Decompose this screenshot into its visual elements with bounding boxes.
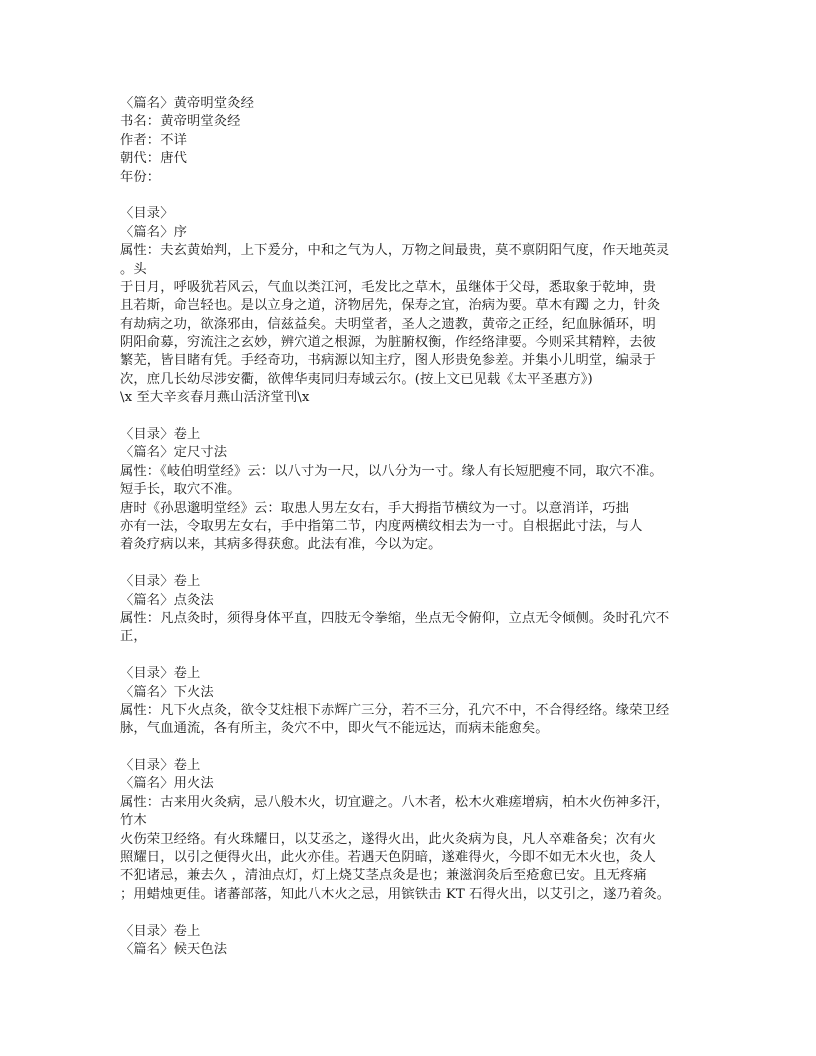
text-line: 作者：不详 <box>120 132 187 148</box>
text-line: 〈篇名〉用火法 <box>120 776 214 792</box>
text-line: 〈篇名〉黄帝明堂灸经 <box>120 96 254 111</box>
text-line: 着灸疗病以来，其病多得获愈。此法有准，今以为定。 <box>120 537 442 553</box>
text-line: 〈篇名〉点灸法 <box>120 592 214 608</box>
blank-line <box>120 904 705 922</box>
text-line: 〈篇名〉序 <box>120 224 187 240</box>
text-line: 正， <box>120 629 147 645</box>
text-line: 属性：凡下火点灸，欲令艾炷根下赤辉广三分，若不三分，孔穴不中，不合得经络。缘荣卫经 <box>120 702 670 718</box>
text-line: 〈目录〉卷上 <box>120 666 201 682</box>
text-line: 脉，气血通流，各有所主，灸穴不中，即火气不能远达，而病未能愈矣。 <box>120 721 549 737</box>
text-line: 〈目录〉卷上 <box>120 427 201 443</box>
text-line: ；用蜡烛更佳。诸蕃部落，知此八木火之忌，用镔铁击 KT 石得火出，以艾引之，遂乃着灸。 <box>120 886 671 902</box>
text-line: 年份： <box>120 169 161 185</box>
text-line: 次，庶几长幼尽涉安衢，欲俾华夷同归寿域云尔。(按上文已见载《太平圣惠方》) <box>120 371 593 387</box>
text-line: 繁芜，皆目睹有凭。手经奇功，书病源以知主疗，图人形贵免参差。并集小儿明堂，编录于 <box>120 353 656 369</box>
text-line: 〈篇名〉候天色法 <box>120 941 228 957</box>
text-line: 且若斯，命岂轻也。是以立身之道，济物居先，保寿之宜，治病为要。草木有躅 之力，针灸 <box>120 298 661 314</box>
text-line: 竹木 <box>120 813 147 829</box>
text-line: 不犯诸忌，兼去久 ，清油点灯，灯上烧艾茎点灸是也；兼滋润灸后至疮愈已安。且无疼痛 <box>120 868 647 884</box>
text-line: 属性：《岐伯明堂经》云：以八寸为一尺，以八分为一寸。缘人有长短肥瘦不同，取穴不准。 <box>120 463 663 479</box>
text-line: 书名：黄帝明堂灸经 <box>120 114 241 130</box>
text-line: 属性：古来用火灸病，忌八般木火，切宜避之。八木者，松木火难瘥增病，柏木火伤神多汗， <box>120 794 670 810</box>
text-line: 亦有一法，令取男左女右，手中指第二节，内度两横纹相去为一寸。自根据此寸法，与人 <box>120 518 643 534</box>
blank-line <box>120 408 705 426</box>
text-line: 属性：凡点灸时，须得身体平直，四肢无令拳缩，坐点无令俯仰，立点无令倾侧。灸时孔穴不 <box>120 610 670 626</box>
text-line: 属性：夫玄黄始判，上下爰分，中和之气为人，万物之间最贵，莫不禀阴阳气度，作天地英灵 <box>120 243 670 259</box>
text-line: 于日月，呼吸犹若风云，气血以类江河，毛发比之草木，虽继体于父母，悉取象于乾坤，贵 <box>120 279 656 295</box>
text-line: 〈篇名〉下火法 <box>120 684 214 700</box>
text-line: \x 至大辛亥春月燕山活济堂刊\x <box>120 390 310 406</box>
document-body <box>120 95 705 959</box>
text-line: 。头 <box>120 261 147 277</box>
text-line: 火伤荣卫经络。有火珠耀日，以艾丞之，遂得火出，此火灸病为良，凡人卒难备矣；次有火 <box>120 831 656 847</box>
text-line: 〈目录〉 <box>120 206 174 222</box>
text-line: 照耀日，以引之便得火出，此火亦佳。若遇天色阴暗，遂难得火，今即不如无木火也，灸人 <box>120 850 656 866</box>
text-line: 〈目录〉卷上 <box>120 758 201 774</box>
blank-line <box>120 555 705 573</box>
text-line: 〈篇名〉定尺寸法 <box>120 445 228 461</box>
blank-line <box>120 187 705 205</box>
text-line: 阴阳俞募，穷流注之玄妙，辨穴道之根源，为脏腑权衡，作经络津要。今则采其精粹，去彼 <box>120 335 656 351</box>
text-line: 有劫病之功，欲涤邪由，信兹益矣。夫明堂者，圣人之遗教，黄帝之正经，纪血脉循环，明 <box>120 316 656 332</box>
text-line: 〈目录〉卷上 <box>120 574 201 590</box>
text-line: 短手长，取穴不准。 <box>120 482 241 498</box>
blank-line <box>120 739 705 757</box>
text-line: 朝代：唐代 <box>120 151 187 167</box>
blank-line <box>120 647 705 665</box>
text-line: 唐时《孙思邈明堂经》云：取患人男左女右，手大拇指节横纹为一寸。以意消详，巧拙 <box>120 500 630 516</box>
text-line: 〈目录〉卷上 <box>120 923 201 939</box>
